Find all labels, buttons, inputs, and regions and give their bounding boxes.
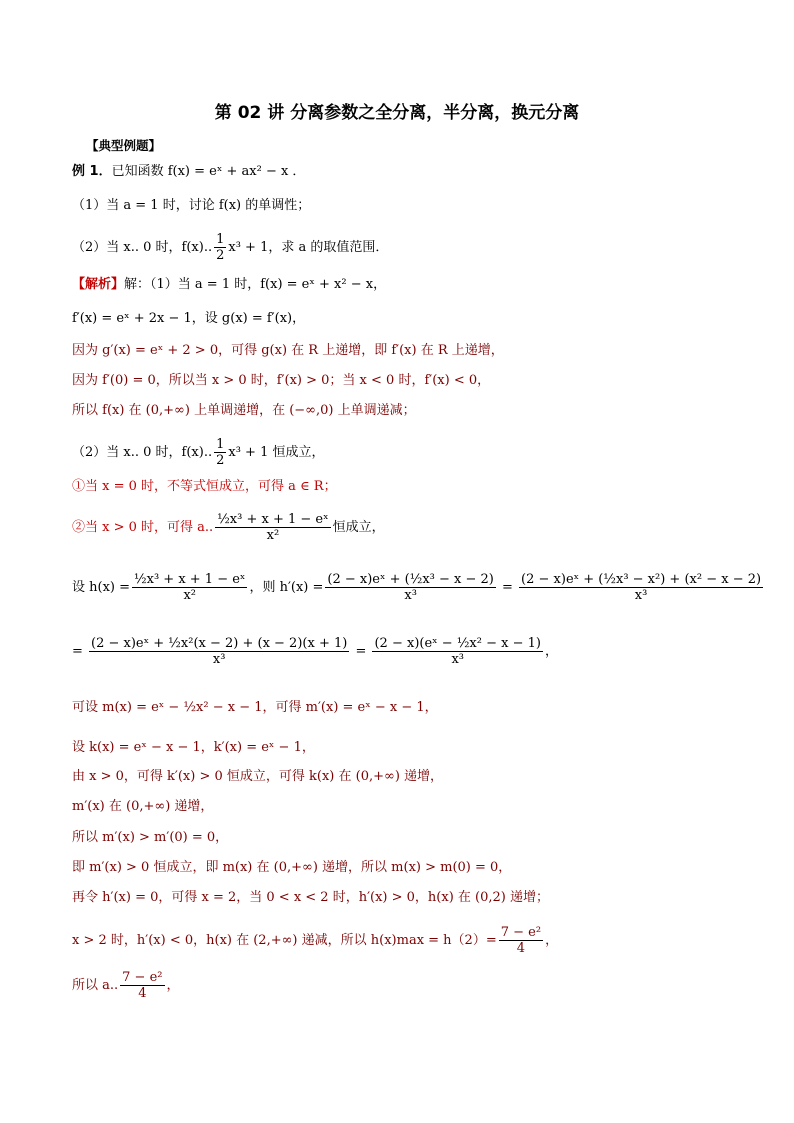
- page-title: 第 02 讲 分离参数之全分离，半分离，换元分离: [214, 103, 580, 123]
- solution-line-11: 可设 m(x) = eˣ − ½x² − x − 1，可得 m′(x) = eˣ − x − 1，: [72, 700, 438, 715]
- solution-line-14: m′(x) 在 (0,+∞) 递增，: [72, 799, 214, 814]
- solution-line-4: 因为 f′(0) = 0，所以当 x > 0 时，f′(x) > 0；当 x < 0 时，f′(x) < 0，: [72, 373, 491, 388]
- solution-line-10: = $\frac{\text{(2 − x)eˣ + ½x²(x − 2) + (x − 2)(x + 1)}}{\text{x³}}$ = $\frac{\text{(2 − x)(eˣ − ½x² − x − 1)}}{\text{x³}}$ ，: [72, 636, 558, 667]
- solution-line-1: 【解析】解：（1）当 a = 1 时，f(x) = eˣ + x² − x，: [72, 277, 387, 292]
- example-text: 已知函数 f(x) = eˣ + ax² − x ．: [111, 164, 306, 179]
- fraction-half: $\frac{1}{2}$: [216, 437, 225, 468]
- solution-line-9: 设 h(x) = $\frac{\text{½x³ + x + 1 − eˣ}}{\text{x²}}$ ，则 h′(x) = $\frac{\text{(2 − x)eˣ + (½x³ − x − 2)}}{\text{x³}}$ = $\frac{\text{(2 − x)eˣ + (½x³ − x²) + (x² − x − 2)}}{\text{x³}}$: [72, 572, 762, 603]
- example-intro: [72, 163, 305, 181]
- fraction-expr: $\frac{\text{½x³ + x + 1 − eˣ}}{\text{x²}}$: [217, 512, 329, 543]
- question-1: （1）当 a = 1 时，讨论 f(x) 的单调性；: [72, 198, 311, 213]
- solution-line-5: 所以 f(x) 在 (0,+∞) 上单调递增，在 (−∞,0) 上单调递减；: [72, 403, 416, 418]
- question-2: （2）当 x.. 0 时，f(x).. $\frac{1}{2}$ x³ + 1，求 a 的取值范围．: [72, 232, 389, 263]
- solution-line-16: 即 m′(x) > 0 恒成立，即 m(x) 在 (0,+∞) 递增，所以 m(x) > m(0) = 0，: [72, 860, 512, 875]
- example-label: 例 1．: [72, 164, 112, 179]
- fraction-half: $\frac{1}{2}$: [216, 232, 225, 263]
- solution-tag: 【解析】: [72, 277, 125, 292]
- solution-line-15: 所以 m′(x) > m′(0) = 0，: [72, 830, 229, 845]
- solution-line-13: 由 x > 0，可得 k′(x) > 0 恒成立，可得 k(x) 在 (0,+∞) 递增，: [72, 769, 444, 784]
- solution-line-6: （2）当 x.. 0 时，f(x).. $\frac{1}{2}$ x³ + 1 恒成立，: [72, 437, 325, 468]
- solution-line-19: 所以 a.. $\frac{\text{7 − e²}}{4}$ ，: [72, 970, 180, 1001]
- solution-line-17: 再令 h′(x) = 0，可得 x = 2，当 0 < x < 2 时，h′(x) > 0，h(x) 在 (0,2) 递增；: [72, 890, 549, 905]
- solution-line-3: 因为 g′(x) = eˣ + 2 > 0，可得 g(x) 在 R 上递增，即 f′(x) 在 R 上递增，: [72, 343, 504, 358]
- solution-line-2: f′(x) = eˣ + 2x − 1，设 g(x) = f′(x)，: [72, 311, 306, 326]
- solution-line-18: x > 2 时，h′(x) < 0，h(x) 在 (2,+∞) 递减，所以 h(x)max = h（2）= $\frac{\text{7 − e²}}{4}$ ，: [72, 925, 559, 956]
- section-heading: 【典型例题】: [86, 138, 162, 153]
- solution-line-7: ①当 x = 0 时，不等式恒成立，可得 a ∈ R；: [72, 479, 337, 494]
- solution-line-8: ②当 x > 0 时，可得 a.. $\frac{\text{½x³ + x + 1 − eˣ}}{\text{x²}}$ 恒成立，: [72, 512, 385, 543]
- solution-line-12: 设 k(x) = eˣ − x − 1，k′(x) = eˣ − 1，: [72, 740, 315, 755]
